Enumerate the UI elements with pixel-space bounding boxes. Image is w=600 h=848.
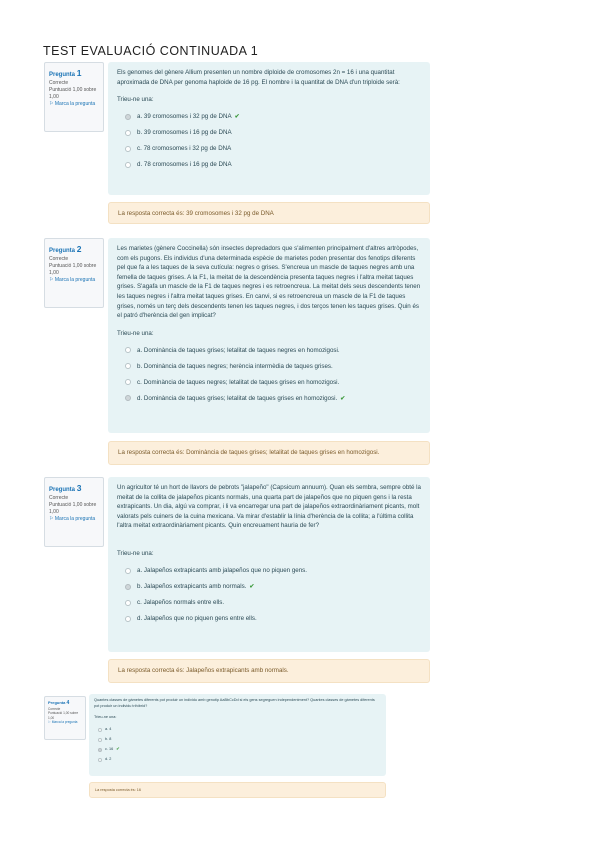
feedback-2: La resposta correcta és: Dominància de taques grises; letalitat de taques grises en homozigosi. <box>108 441 430 465</box>
answer-option-2c[interactable]: c. Dominància de taques negres; letalitat de taques grises en homozigosi. <box>125 374 421 390</box>
flag-icon: ⚐ <box>48 720 51 725</box>
radio-icon[interactable] <box>125 130 131 136</box>
choose-one-prompt-1: Trieu-ne una: <box>117 96 154 104</box>
answer-option-1c[interactable]: c. 78 cromosomes i 32 pg de DNA <box>125 141 421 157</box>
question-score-3: Puntuació 1,00 sobre 1,00 <box>49 501 97 516</box>
question-info-1 <box>44 62 104 132</box>
radio-icon[interactable] <box>125 146 131 152</box>
question-score-1: Puntuació 1,00 sobre 1,00 <box>49 86 97 101</box>
page-title: TEST EVALUACIÓ CONTINUADA 1 <box>43 44 259 58</box>
answer-option-1a[interactable]: a. 39 cromosomes i 32 pg de DNA ✔ <box>125 109 421 125</box>
answer-option-3c[interactable]: c. Jalapeños normals entre ells. <box>125 595 421 611</box>
question-content-2 <box>108 238 430 433</box>
answer-option-2b[interactable]: b. Dominància de taques negres; herència intermèdia de taques grises. <box>125 358 421 374</box>
question-number-1: Pregunta 1 <box>49 68 82 78</box>
radio-icon[interactable] <box>98 748 102 752</box>
flag-icon: ⚐ <box>49 516 54 523</box>
feedback-3: La resposta correcta és: Jalapeños extrapicants amb normals. <box>108 659 430 683</box>
correct-check-icon: ✔ <box>116 746 120 751</box>
question-number-2: Pregunta 2 <box>49 244 82 254</box>
question-score-4: Puntuació 1,00 sobre 1,00 <box>48 711 79 720</box>
answer-option-2d[interactable]: d. Dominància de taques grises; letalitat de taques grises en homozigosi. ✔ <box>125 390 421 406</box>
question-text-1: Els genomes del gènere Allium presenten un nombre diploide de cromosomes 2n = 16 i una quantitat aproximada de DNA per genoma haploide de 16 pg. El nombre i la quantitat de DNA d'un triploide serà: <box>117 69 400 86</box>
radio-icon[interactable] <box>98 758 102 762</box>
flag-question-link-3[interactable]: ⚐ Marca la pregunta <box>49 516 96 523</box>
question-content-3 <box>108 477 430 652</box>
radio-icon[interactable] <box>125 114 131 120</box>
answer-option-1b[interactable]: b. 39 cromosomes i 16 pg de DNA <box>125 125 421 141</box>
radio-icon[interactable] <box>125 162 131 168</box>
flag-question-link-4[interactable]: ⚐ Marca la pregunta <box>48 720 78 725</box>
question-status-2: Correcte <box>49 255 69 262</box>
question-number-3: Pregunta 3 <box>49 483 82 493</box>
question-status-3: Correcte <box>49 494 69 501</box>
answer-option-4b[interactable]: b. 8 <box>98 735 381 745</box>
question-text-3: Un agricultor té un hort de llavors de pebrots "jalapeño" (Capsicum annuum). Quan els sembra, sempre obté la meitat de la collita de jalapeños picants normals, una quarta part de jalapeños que no piquen gens i la resta extrapicants. Un dia, algú va comprar, i li va encarregar una part de jalapeños extraordinàriament picants, molt valorats pels cuiners de la cuina mexicana. Va mirar d'establir la línia d'herència de la collita; a l'última collita l'altra meitat extraordinàriament picants. Quin encreuament hauria de fer? <box>117 484 421 530</box>
answer-option-4c[interactable]: c. 16 ✔ <box>98 745 381 755</box>
radio-icon[interactable] <box>98 738 102 742</box>
question-content-1 <box>108 62 430 195</box>
feedback-1: La resposta correcta és: 39 cromosomes i 32 pg de DNA <box>108 202 430 224</box>
question-text-4: Quantes classes de gàmetes diferents pot produir un individu amb genotip AaBbCcDd si els gens segreguen independentment? Quantes classes de gàmetes diferents pot produir un individu trihíbrid? <box>94 698 375 708</box>
flag-icon: ⚐ <box>49 101 54 108</box>
choose-one-prompt-4: Trieu-ne una: <box>94 715 117 719</box>
question-info-2 <box>44 238 104 308</box>
answer-option-3b[interactable]: b. Jalapeños extrapicants amb normals. ✔ <box>125 579 421 595</box>
radio-icon[interactable] <box>125 616 131 622</box>
radio-icon[interactable] <box>125 600 131 606</box>
question-info-4 <box>44 696 86 740</box>
answer-option-1d[interactable]: d. 78 cromosomes i 16 pg de DNA <box>125 157 421 173</box>
radio-icon[interactable] <box>98 728 102 732</box>
question-number-4: Pregunta 4 <box>48 700 70 706</box>
choose-one-prompt-2: Trieu-ne una: <box>117 329 154 337</box>
radio-icon[interactable] <box>125 379 131 385</box>
radio-icon[interactable] <box>125 347 131 353</box>
flag-icon: ⚐ <box>49 277 54 284</box>
flag-question-link-2[interactable]: ⚐ Marca la pregunta <box>49 277 96 284</box>
question-status-4: Correcte <box>48 707 61 711</box>
question-text-2: Les marietes (gènere Coccinella) són insectes depredadors que s'alimenten principalment d'altres artròpodes, com els pugons. Els individus d'una determinada espècie de marietes poden presentar dos fenotips diferents pel que fa a les taques de la seva cutícula: negres o grises. S'encreua un mascle de taques negres amb una femella de taques grises. A la F1, la meitat de la descendència presenta taques negres i l'altra meitat taques grises. S'agafa un mascle de la F1 de taques negres i es retroencreua. La meitat dels seus descendents tenen les taques negres i l'altra meitat taques grises. En canvi, si es retroencreua un mascle de la F1 de taques grises, només un terç dels descendents tenen les taques negres, i dos terços tenen les taques grises. Quin és el patró d'herència del gen implicat? <box>117 245 421 320</box>
radio-icon[interactable] <box>125 363 131 369</box>
correct-check-icon: ✔ <box>234 113 240 121</box>
correct-check-icon: ✔ <box>340 394 346 402</box>
question-status-1: Correcte <box>49 79 69 86</box>
answer-option-3a[interactable]: a. Jalapeños extrapicants amb jalapeños que no piquen gens. <box>125 563 421 579</box>
question-info-3 <box>44 477 104 547</box>
answer-option-3d[interactable]: d. Jalapeños que no piquen gens entre ells. <box>125 611 421 627</box>
choose-one-prompt-3: Trieu-ne una: <box>117 550 154 558</box>
answer-option-2a[interactable]: a. Dominància de taques grises; letalitat de taques negres en homozigosi. <box>125 342 421 358</box>
radio-icon[interactable] <box>125 395 131 401</box>
answer-option-4a[interactable]: a. 4 <box>98 725 381 735</box>
flag-question-link-1[interactable]: ⚐ Marca la pregunta <box>49 101 96 108</box>
radio-icon[interactable] <box>125 568 131 574</box>
answer-option-4d[interactable]: d. 2 <box>98 755 381 765</box>
correct-check-icon: ✔ <box>249 582 255 590</box>
question-content-4 <box>89 694 386 776</box>
feedback-4: La resposta correcta és: 16 <box>89 782 386 798</box>
radio-icon[interactable] <box>125 584 131 590</box>
question-score-2: Puntuació 1,00 sobre 1,00 <box>49 262 97 277</box>
